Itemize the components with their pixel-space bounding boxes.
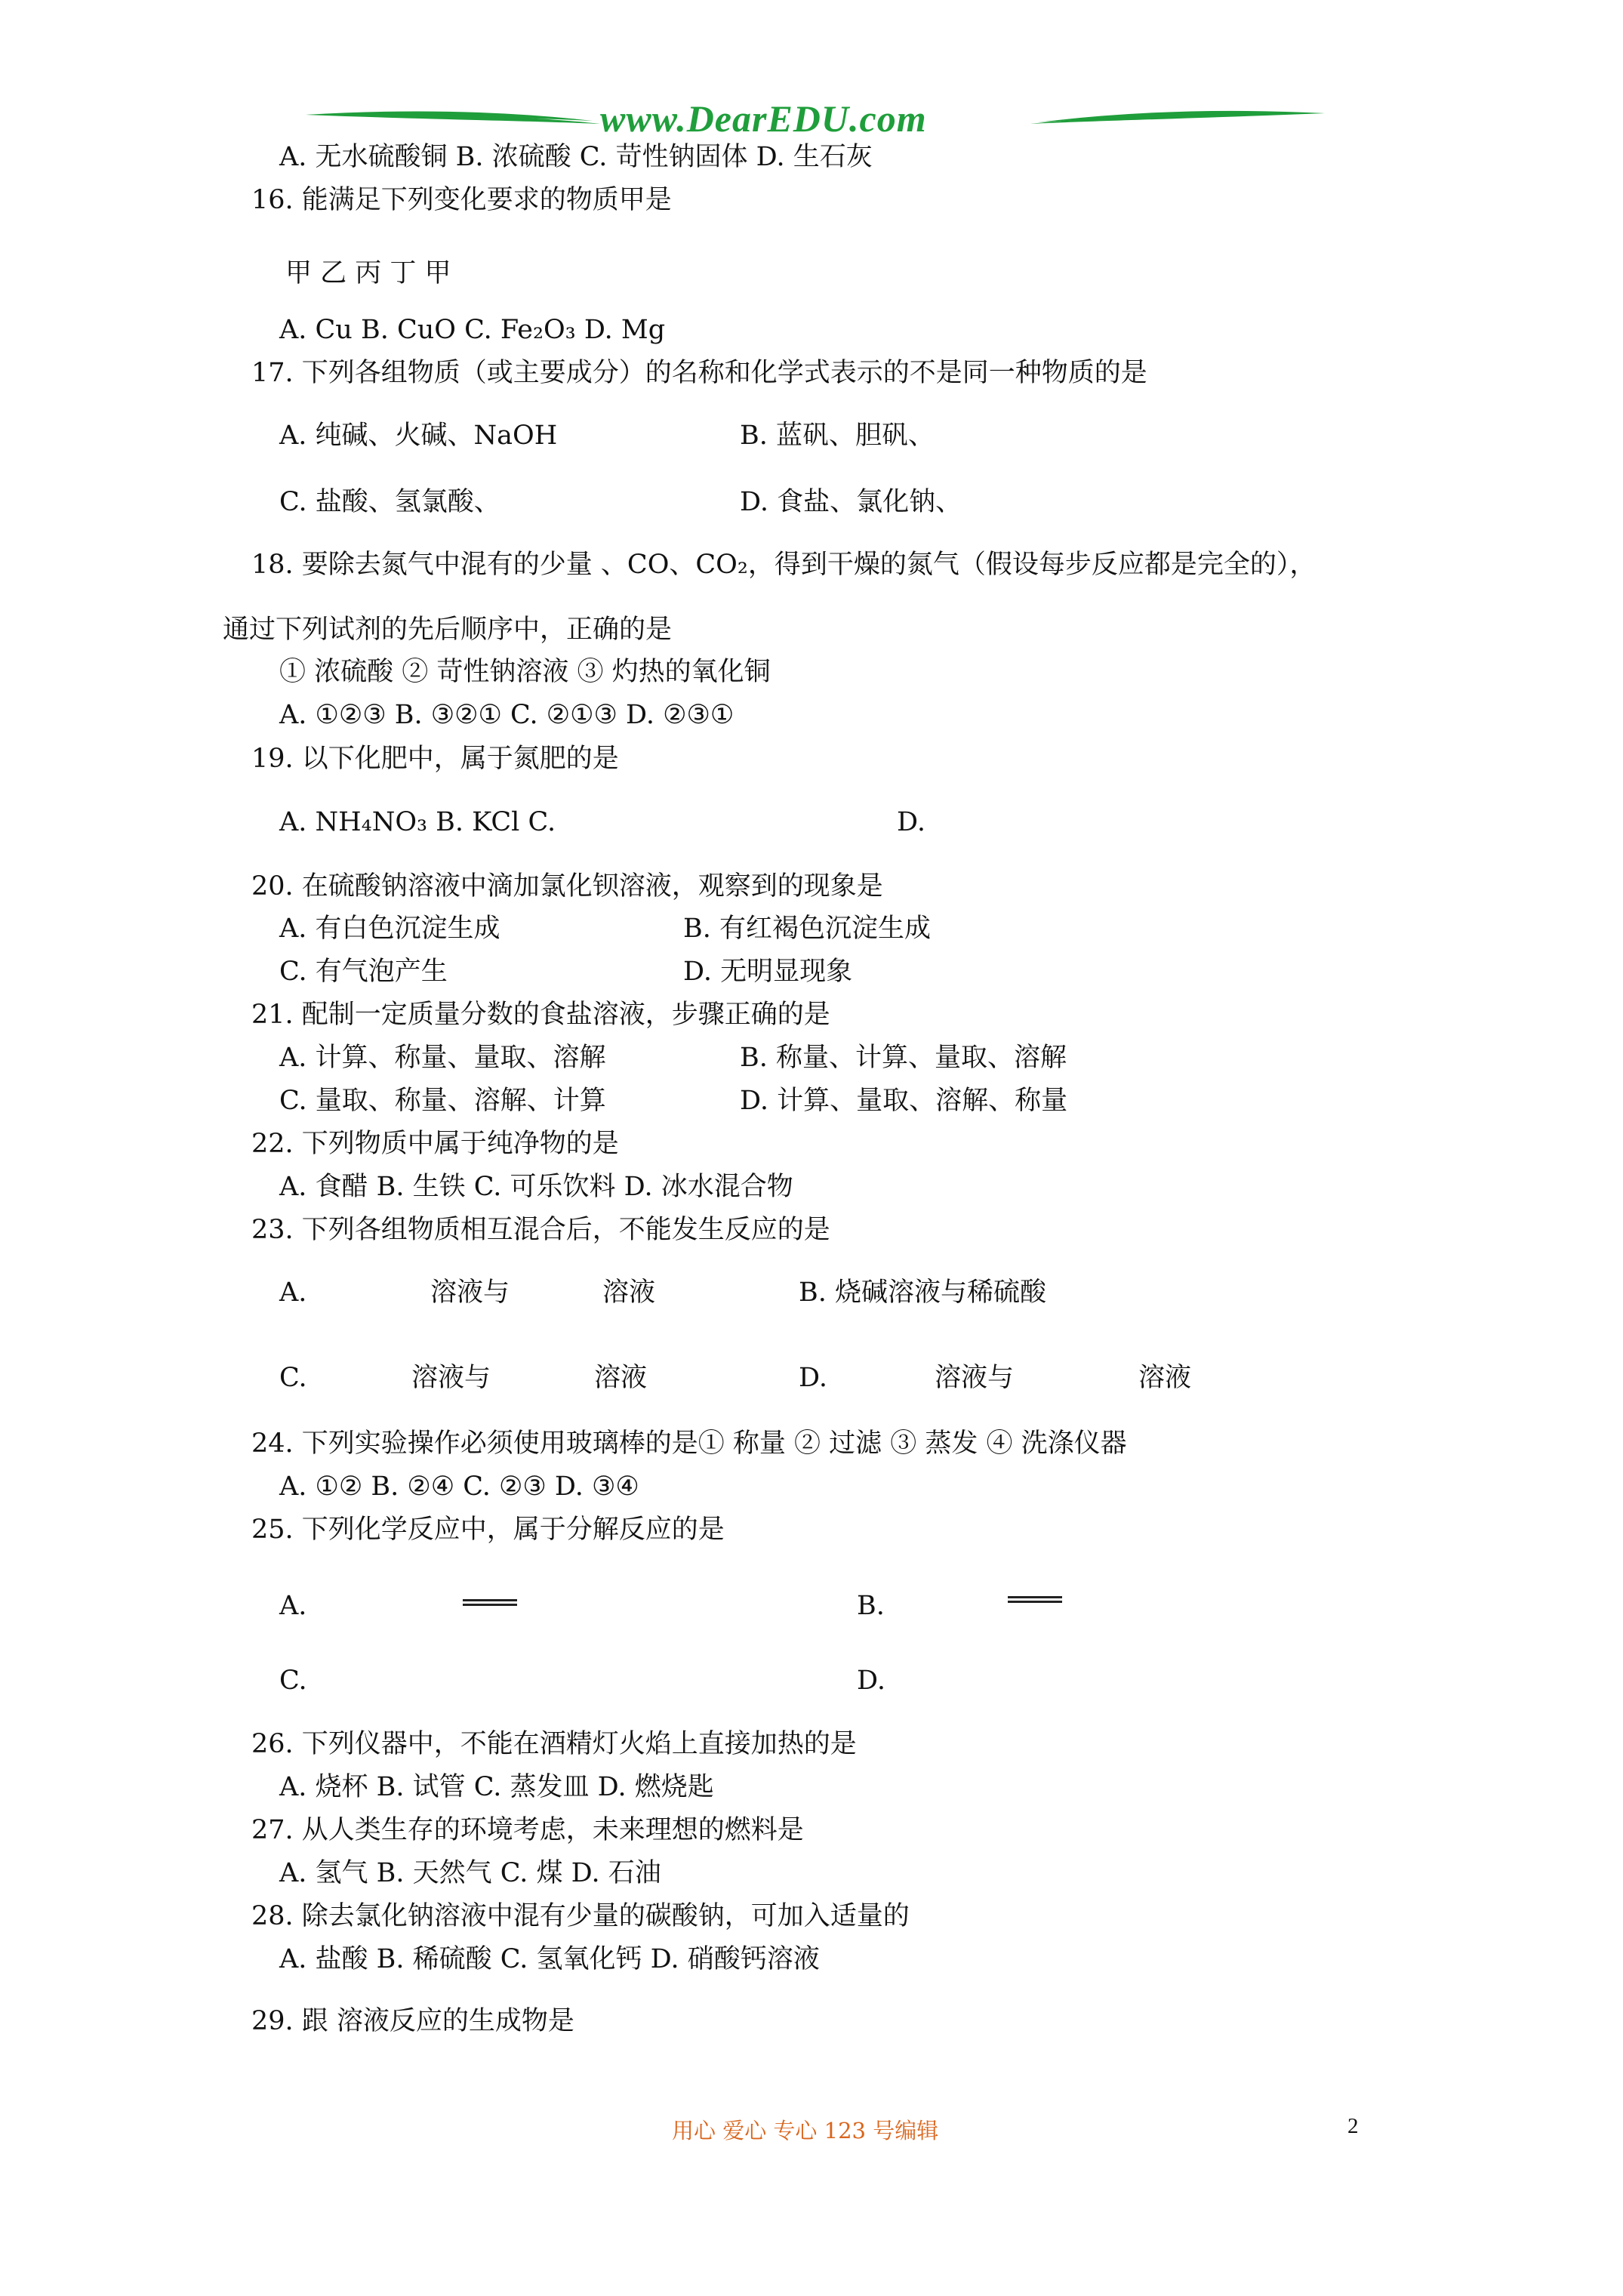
q20-stem: 20. 在硫酸钠溶液中滴加氯化钡溶液，观察到的现象是 (251, 871, 883, 901)
q17-stem: 17. 下列各组物质（或主要成分）的名称和化学式表示的不是同一种物质的是 (251, 358, 1147, 388)
q26-stem: 26. 下列仪器中，不能在酒精灯火焰上直接加热的是 (251, 1729, 857, 1759)
q25-option-d: D. (857, 1666, 885, 1696)
equals-sign-a (463, 1599, 517, 1606)
q21-option-b: B. 称量、计算、量取、溶解 (740, 1043, 1067, 1073)
q23-option-a-end: 溶液 (602, 1277, 656, 1308)
q23-option-c-label: C. (279, 1363, 307, 1393)
q21-stem: 21. 配制一定质量分数的食盐溶液，步骤正确的是 (251, 1000, 830, 1030)
q24-stem: 24. 下列实验操作必须使用玻璃棒的是① 称量 ② 过滤 ③ 蒸发 ④ 洗涤仪器 (251, 1428, 1127, 1459)
q28-options: A. 盐酸 B. 稀硫酸 C. 氢氧化钙 D. 硝酸钙溶液 (279, 1944, 820, 1974)
q23-option-b: B. 烧碱溶液与稀硫酸 (799, 1277, 1046, 1308)
q23-option-a-mid: 溶液与 (430, 1277, 510, 1308)
footer-text: 用心 爱心 专心 123 号编辑 (672, 2118, 939, 2143)
q16-stem: 16. 能满足下列变化要求的物质甲是 (251, 185, 672, 215)
q18-stem-cont: 通过下列试剂的先后顺序中，正确的是 (223, 615, 673, 645)
q23-option-a-label: A. (279, 1277, 307, 1308)
q15-options: A. 无水硫酸铜 B. 浓硫酸 C. 苛性钠固体 D. 生石灰 (279, 142, 873, 172)
q20-option-a: A. 有白色沉淀生成 (279, 914, 500, 944)
q26-options: A. 烧杯 B. 试管 C. 蒸发皿 D. 燃烧匙 (279, 1772, 714, 1802)
q28-stem: 28. 除去氯化钠溶液中混有少量的碳酸钠，可加入适量的 (251, 1901, 910, 1931)
page-number: 2 (1347, 2114, 1359, 2138)
q17-option-d: D. 食盐、氯化钠、 (740, 487, 962, 517)
q18-reagents: ① 浓硫酸 ② 苛性钠溶液 ③ 灼热的氧化铜 (279, 657, 771, 687)
equals-sign-b (1008, 1596, 1062, 1603)
q20-option-c: C. 有气泡产生 (279, 957, 448, 987)
q23-option-d-end: 溶液 (1138, 1363, 1192, 1393)
q19-options-abc: A. NH₄NO₃ B. KCl C. (279, 807, 556, 837)
q16-options: A. Cu B. CuO C. Fe₂O₃ D. Mg (279, 315, 666, 345)
q17-option-c: C. 盐酸、氢氯酸、 (279, 487, 500, 517)
q16-chain: 甲 乙 丙 丁 甲 (285, 258, 451, 288)
q19-option-d: D. (897, 807, 925, 837)
q18-stem: 18. 要除去氮气中混有的少量 、CO、CO₂，得到干燥的氮气（假设每步反应都是完全的）， (251, 550, 1317, 580)
q20-option-b: B. 有红褐色沉淀生成 (683, 914, 931, 944)
q27-stem: 27. 从人类生存的环境考虑，未来理想的燃料是 (251, 1815, 804, 1845)
q25-stem: 25. 下列化学反应中，属于分解反应的是 (251, 1515, 725, 1545)
q20-option-d: D. 无明显现象 (683, 957, 853, 987)
q17-option-b: B. 蓝矾、胆矾、 (740, 421, 935, 451)
q17-option-a: A. 纯碱、火碱、NaOH (279, 421, 558, 451)
q22-options: A. 食醋 B. 生铁 C. 可乐饮料 D. 冰水混合物 (279, 1172, 793, 1202)
q29-stem: 29. 跟 溶液反应的生成物是 (251, 2006, 574, 2036)
q24-options: A. ①② B. ②④ C. ②③ D. ③④ (279, 1472, 639, 1502)
q27-options: A. 氢气 B. 天然气 C. 煤 D. 石油 (279, 1858, 661, 1888)
q22-stem: 22. 下列物质中属于纯净物的是 (251, 1129, 619, 1159)
q23-stem: 23. 下列各组物质相互混合后，不能发生反应的是 (251, 1215, 830, 1245)
q23-option-d-label: D. (799, 1363, 827, 1393)
q18-options: A. ①②③ B. ③②① C. ②①③ D. ②③① (279, 700, 735, 730)
q23-option-d-mid: 溶液与 (935, 1363, 1015, 1393)
q23-option-c-mid: 溶液与 (411, 1363, 491, 1393)
q21-option-d: D. 计算、量取、溶解、称量 (740, 1086, 1068, 1116)
q19-stem: 19. 以下化肥中，属于氮肥的是 (251, 744, 619, 774)
q25-option-c: C. (279, 1666, 307, 1696)
site-logo[interactable]: www.DearEDU.com (600, 97, 927, 140)
q23-option-c-end: 溶液 (594, 1363, 648, 1393)
q21-option-a: A. 计算、称量、量取、溶解 (279, 1043, 606, 1073)
q21-option-c: C. 量取、称量、溶解、计算 (279, 1086, 606, 1116)
q25-option-b: B. (857, 1591, 885, 1621)
q25-option-a: A. (279, 1591, 307, 1621)
